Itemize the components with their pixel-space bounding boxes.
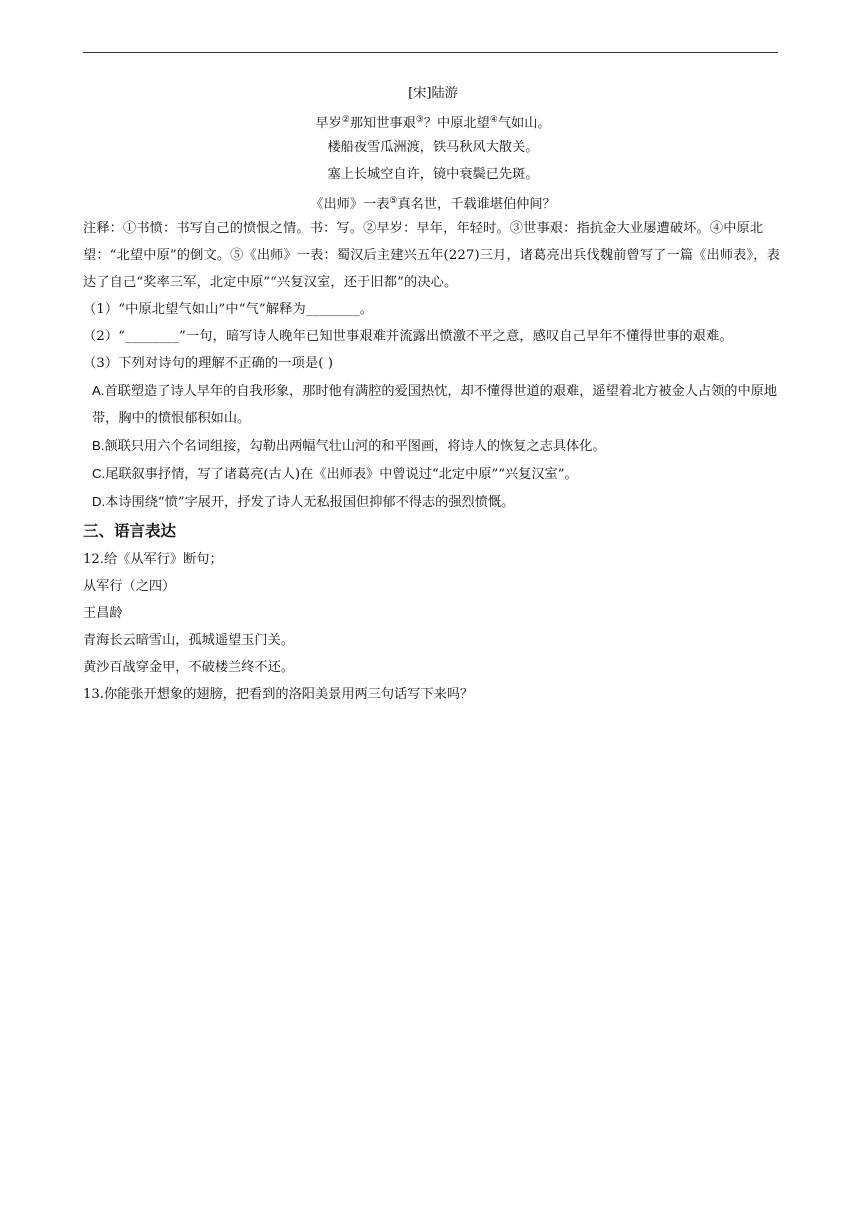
option-a: A.首联塑造了诗人早年的自我形象，那时他有满腔的爱国热忱，却不懂得世道的艰难，遥望着北方被金人占领的中原地带，胸中的愤恨郁积如山。 (92, 383, 778, 426)
question-2: （2）“________”一句，暗写诗人晚年已知世事艰难并流露出愤激不平之意，感叹自己早年不懂得世事的艰难。 (83, 329, 733, 344)
header-rule (83, 52, 778, 53)
poem-line-3: 塞上长城空自许，镜中衰鬓已先斑。 (327, 167, 539, 182)
option-c: C.尾联叙事抒情，写了诸葛亮(古人)在《出师表》中曾说过“北定中原”“兴复汉室”。 (92, 466, 578, 482)
footnote-mark: ③ (415, 115, 424, 125)
section-heading: 三、语言表达 (83, 522, 177, 540)
option-d: D.本诗围绕“愤”字展开，抒发了诗人无私报国但抑郁不得志的强烈愤慨。 (92, 494, 515, 510)
poem-author: [宋]陆游 (408, 86, 458, 101)
question-3: （3）下列对诗句的理解不正确的一项是( ) (83, 356, 334, 371)
poem-line-4: 《出师》一表⑤真名世，千载谁堪伯仲间？ (310, 196, 556, 212)
option-b: B.颔联只用六个名词组接，勾勒出两幅气壮山河的和平图画，将诗人的恢复之志具体化。 (92, 438, 606, 454)
footnote-mark: ② (341, 115, 350, 125)
poem-line-1: 早岁②那知世事艰③？中原北望④气如山。 (315, 115, 551, 131)
question-1: （1）“中原北望气如山”中“气”解释为________。 (83, 302, 374, 317)
footnote-mark: ⑤ (389, 196, 398, 206)
poem-notes: 注释：①书愤：书写自己的愤恨之情。书：写。②早岁：早年，年轻时。③世事艰：指抗金大业屡遭破坏。④中原北望：“北望中原”的倒文。⑤《出师》一表：蜀汉后主建兴五年(227)三月，诸葛亮出兵伐魏前曾写了一篇《出师表》，表达了自己“奖率三军，北定中原”“兴复汉室，还于旧都”的决心。 (83, 221, 780, 290)
question-12-title: 12.给《从军行》断句； (83, 552, 223, 567)
poem2-author: 王昌龄 (83, 606, 123, 621)
footnote-mark: ④ (489, 115, 498, 125)
poem2-line-2: 黄沙百战穿金甲，不破楼兰终不还。 (83, 660, 294, 675)
document-content (83, 80, 783, 708)
poem2-line-1: 青海长云暗雪山，孤城遥望玉门关。 (83, 633, 294, 648)
poem2-title: 从军行（之四） (83, 579, 176, 594)
poem-line-2: 楼船夜雪瓜洲渡，铁马秋风大散关。 (327, 140, 539, 155)
question-13: 13.你能张开想象的翅膀，把看到的洛阳美景用两三句话写下来吗？ (83, 687, 474, 702)
